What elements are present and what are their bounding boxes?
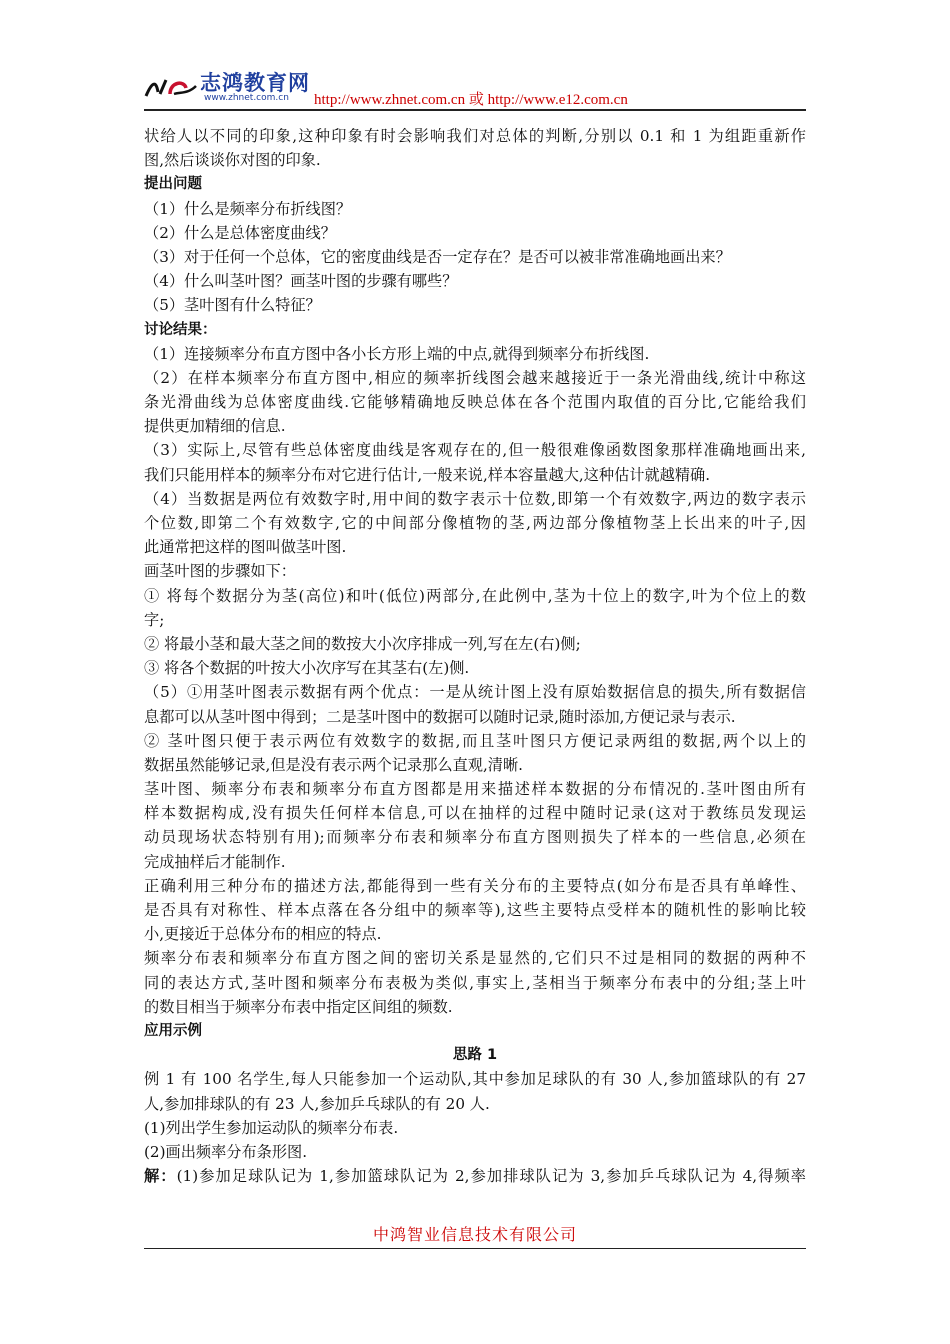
text-line: 例 1 有 100 名学生,每人只能参加一个运动队,其中参加足球队的有 30 人,参加篮球队的有 27 xyxy=(144,1070,806,1089)
text-line: （3）实际上,尽管有些总体密度曲线是客观存在的,但一般很难像函数图象那样准确地画出来, xyxy=(144,441,806,460)
text-line: 个位数,即第二个有效数字,它的中间部分像植物的茎,两边部分像植物茎上长出来的叶子,因 xyxy=(144,514,806,532)
text-line: 状给人以不同的印象,这种印象有时会影响我们对总体的判断,分别以 0.1 和 1 为组距重新作 xyxy=(144,127,806,145)
text-line: 此通常把这样的图叫做茎叶图. xyxy=(144,538,347,557)
answer-label: 解： xyxy=(144,1167,177,1186)
text-line: 同的表达方式,茎叶图和频率分布表极为类似,事实上,茎相当于频率分布表中的分组;茎上叶 xyxy=(144,973,806,992)
section-heading: 提出问题 xyxy=(144,176,202,193)
section-heading: 思路 1 xyxy=(452,1047,498,1064)
text-line: （2）在样本频率分布直方图中,相应的频率折线图会越来越接近于一条光滑曲线,统计中称这 xyxy=(144,368,806,387)
text-line: 是否具有对称性、样本点落在各分组中的频率等),这些主要特点受样本的随机性的影响比较 xyxy=(144,901,806,919)
text-line: 的数目相当于频率分布表中指定区间组的频数. xyxy=(144,997,453,1016)
text-line: ① 将每个数据分为茎(高位)和叶(低位)两部分,在此例中,茎为十位上的数字,叶为个位上的数 xyxy=(144,586,806,605)
text-line: （4）当数据是两位有效数字时,用中间的数字表示十位数,即第一个有效数字,两边的数字表示 xyxy=(144,489,806,508)
document-body xyxy=(144,124,806,1188)
text-line: 提供更加精细的信息. xyxy=(144,417,286,436)
answer-text: (1)参加足球队记为 1,参加篮球队记为 2,参加排球队记为 3,参加乒乓球队记为 4,得频率 xyxy=(176,1167,806,1186)
text-line: ③ 将各个数据的叶按大小次序写在其茎右(左)侧. xyxy=(144,659,470,678)
header-links[interactable]: http://www.zhnet.com.cn 或 http://www.e12.com.cn xyxy=(314,92,628,108)
section-heading: 讨论结果： xyxy=(144,321,217,338)
text-line: 频率分布表和频率分布直方图之间的密切关系是显然的,它们只不过是相同的数据的两种不 xyxy=(144,949,806,968)
text-line: 画茎叶图的步骤如下： xyxy=(144,562,296,581)
footer-divider xyxy=(144,1248,806,1249)
text-line: 图,然后谈谈你对图的印象. xyxy=(144,151,321,170)
text-line xyxy=(144,1164,806,1188)
header-divider xyxy=(144,109,806,111)
text-line: （4）什么叫茎叶图？画茎叶图的步骤有哪些？ xyxy=(144,272,458,291)
text-line: （1）连接频率分布直方图中各小长方形上端的中点,就得到频率分布折线图. xyxy=(144,344,650,363)
text-line: 人,参加排球队的有 23 人,参加乒乓球队的有 20 人. xyxy=(144,1094,490,1113)
text-line: 样本数据构成,没有损失任何样本信息,可以在抽样的过程中随时记录(这对于教练员发现运 xyxy=(144,804,806,823)
text-line: （1）什么是频率分布折线图？ xyxy=(144,199,352,218)
section-heading: 应用示例 xyxy=(144,1022,202,1039)
text-line: （2）什么是总体密度曲线？ xyxy=(144,223,336,242)
text-line: 我们只能用样本的频率分布对它进行估计,一般来说,样本容量越大,这种估计就越精确. xyxy=(144,465,711,484)
text-line: 字; xyxy=(144,610,165,629)
text-line: 动员现场状态特别有用);而频率分布表和频率分布直方图则损失了样本的一些信息,必须在 xyxy=(144,828,806,847)
text-line: 完成抽样后才能制作. xyxy=(144,852,286,871)
text-line: ② 茎叶图只便于表示两位有效数字的数据,而且茎叶图只方便记录两组的数据,两个以上的 xyxy=(144,731,806,750)
text-line: 数据虽然能够记录,但是没有表示两个记录那么直观,清晰. xyxy=(144,755,523,774)
logo-url: www.zhnet.com.cn xyxy=(204,93,289,103)
text-line: 小,更接近于总体分布的相应的特点. xyxy=(144,925,382,944)
text-line: 茎叶图、频率分布表和频率分布直方图都是用来描述样本数据的分布情况的.茎叶图由所有 xyxy=(144,780,806,799)
site-logo[interactable] xyxy=(144,68,314,108)
text-line: 息都可以从茎叶图中得到；二是茎叶图中的数据可以随时记录,随时添加,方便记录与表示. xyxy=(144,707,736,726)
text-line: （5）茎叶图有什么特征？ xyxy=(144,296,321,315)
text-line: (1)列出学生参加运动队的频率分布表. xyxy=(144,1118,399,1137)
text-line: ② 将最小茎和最大茎之间的数按大小次序排成一列,写在左(右)侧; xyxy=(144,634,581,653)
footer-company: 中鸿智业信息技术有限公司 xyxy=(372,1225,577,1244)
text-line: (2)画出频率分布条形图. xyxy=(144,1142,308,1161)
text-line: 条光滑曲线为总体密度曲线.它能够精确地反映总体在各个范围内取值的百分比,它能给我们 xyxy=(144,393,806,412)
text-line: （3）对于任何一个总体，它的密度曲线是否一定存在？是否可以被非常准确地画出来？ xyxy=(144,247,731,266)
logo-mark-icon xyxy=(144,72,200,102)
text-line: 正确利用三种分布的描述方法,都能得到一些有关分布的主要特点(如分布是否具有单峰性、 xyxy=(144,876,806,895)
text-line: （5）①用茎叶图表示数据有两个优点：一是从统计图上没有原始数据信息的损失,所有数据信 xyxy=(144,683,806,702)
page-header xyxy=(144,68,806,110)
logo-title: 志鸿教育网 xyxy=(200,71,310,95)
